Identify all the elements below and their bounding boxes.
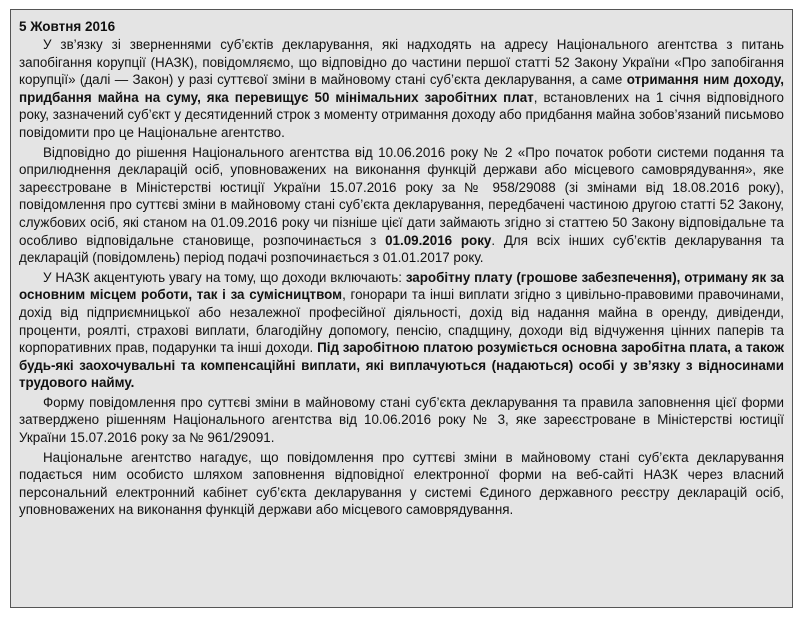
paragraph-text: У зв’язку зі зверненнями суб’єктів декларування, які надходять на адресу Національного агентства з питань запобігання корупції (НАЗК), повідомляємо, що відповідно до частини першої статті 52 Закону України «Про запобігання корупції» (далі — Закон) у разі суттєвої зміни в майновому стані суб’єкта декларування, а саме — [19, 37, 784, 88]
article-paragraph — [19, 394, 784, 447]
article-body — [19, 36, 784, 519]
article-paragraph — [19, 144, 784, 267]
paragraph-text: Відповідно до рішення Національного агентства від 10.06.2016 року № 2 «Про початок роботи системи подання та оприлюднення декларацій осіб, уповноважених на виконання функцій держави або місцевого самоврядування», яке зареєстроване в Міністерстві юстиції України 15.07.2016 року за № 958/29088 (зі змінами від 18.08.2016 року), повідомлення про суттєві зміни в майновому стані суб’єкта декларування, передбачені частиною другою статті 52 Закону, службових осіб, які станом на 01.09.2016 року чи пізніше цієї дати займають згідно зі статтею 50 Закону відповідальне та особливо відповідальне становище, розпочинається з — [19, 144, 784, 248]
paragraph-text: , встановлених на 1 січня відповідного року, зазначений суб’єкт у десятиденний строк з моменту отримання доходу або придбання майна зобов’язаний письмово повідомити про це Національне агентство. — [19, 89, 785, 140]
news-article-box — [10, 9, 793, 608]
emphasized-text: Під заробітною платою розуміється основна заробітна плата, а також будь-які заохочувальні та компенсаційні виплати, які виплачуються (надаються) особі у зв’язку з відносинами трудового найму. — [19, 340, 784, 391]
article-date: 5 Жовтня 2016 — [19, 19, 116, 34]
emphasized-text: заробітну плату (грошове забезпечення), отриману як за основним місцем роботи, так і за сумісництвом — [19, 269, 784, 303]
paragraph-text: . Для всіх інших суб’єктів декларування та декларацій (повідомлень) період подачі розпочинається з 01.01.2017 року. — [19, 232, 784, 266]
article-paragraph — [19, 269, 784, 392]
paragraph-text: Національне агентство нагадує, що повідомлення про суттєві зміни в майновому стані суб’єкта декларування подається ним особисто шляхом заповнення відповідної електронної форми на веб-сайті НАЗК через власний персональний електронний кабінет суб’єкта декларування у системі Єдиного державного реєстру декларацій осіб, уповноважених на виконання функцій держави або місцевого самоврядування. — [19, 449, 784, 518]
paragraph-text: У НАЗК акцентують увагу на тому, що доходи включають: — [43, 269, 406, 285]
paragraph-text: , гонорари та інші виплати згідно з цивільно-правовими правочинами, дохід від підприємницької або незалежної професійної діяльності, дохід від надання майна в оренду, дивіденди, проценти, роялті, страхові виплати, благодійну допомогу, пенсію, спадщину, доходи від відчуження цінних паперів та корпоративних прав, подарунки та інші доходи. — [19, 287, 784, 356]
emphasized-text: отримання ним доходу, придбання майна на суму, яка перевищує 50 мінімальних заробітних плат — [19, 72, 784, 105]
article-paragraph — [19, 449, 784, 519]
emphasized-text: 01.09.2016 року — [385, 232, 492, 248]
article-paragraph — [19, 36, 784, 142]
paragraph-text: Форму повідомлення про суттєві зміни в майновому стані суб’єкта декларування та правила заповнення цієї форми затверджено рішенням Національного агентства від 10.06.2016 року № 3, яке зареєстроване в Міністерстві юстиції України 15.07.2016 року за № 961/29091. — [19, 394, 784, 446]
